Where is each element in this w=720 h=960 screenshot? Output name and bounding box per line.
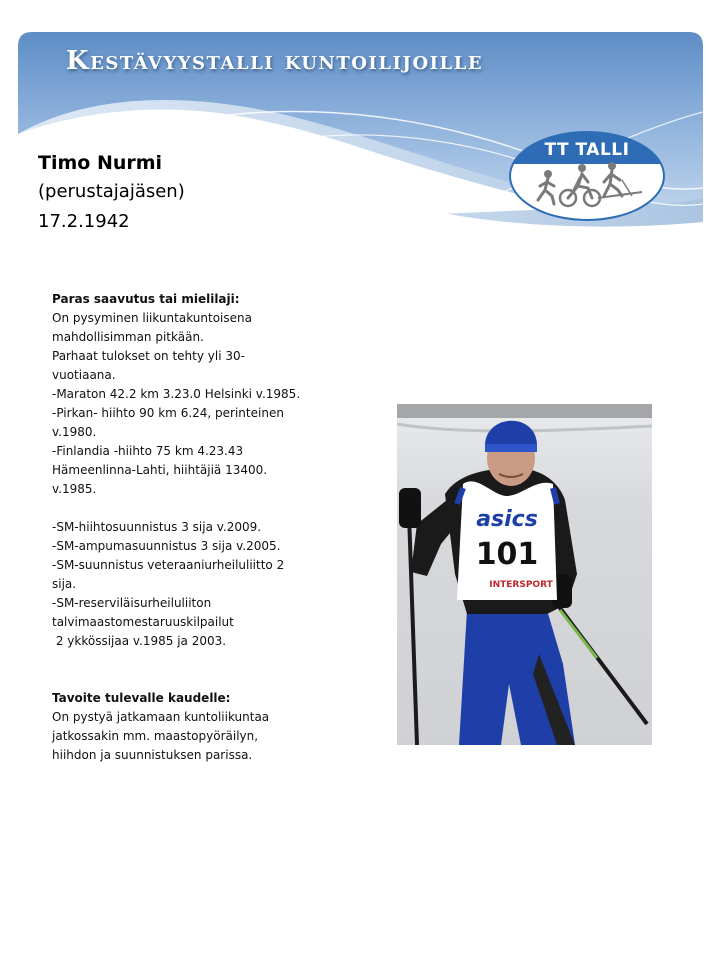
goal-heading: Tavoite tulevalle kaudelle: bbox=[52, 691, 231, 705]
page-title: Kestävyystalli kuntoilijoille bbox=[66, 46, 484, 76]
championship-line: sija. bbox=[52, 577, 77, 591]
achievement-line: v.1985. bbox=[52, 482, 97, 496]
person-birthdate: 17.2.1942 bbox=[38, 211, 130, 232]
achievement-line: -Finlandia -hiihto 75 km 4.23.43 bbox=[52, 444, 244, 458]
achievement-line: mahdollisimman pitkään. bbox=[52, 330, 204, 344]
championship-line: -SM-hiihtosuunnistus 3 sija v.2009. bbox=[52, 520, 262, 534]
profile-text bbox=[52, 290, 332, 765]
achievement-line: On pysyminen liikuntakuntoisena bbox=[52, 311, 252, 325]
spacer bbox=[52, 499, 332, 518]
bib-sponsor: INTERSPORT bbox=[489, 580, 553, 590]
achievement-line: Parhaat tulokset on tehty yli 30- bbox=[52, 349, 245, 363]
logo-text: TT TALLI bbox=[544, 140, 630, 160]
achievement-line: v.1980. bbox=[52, 425, 97, 439]
achievement-line: -Maraton 42.2 km 3.23.0 Helsinki v.1985. bbox=[52, 387, 301, 401]
person-role: (perustajajäsen) bbox=[38, 181, 185, 202]
achievement-line: Hämeenlinna-Lahti, hiihtäjiä 13400. bbox=[52, 463, 268, 477]
championship-line: talvimaastomestaruuskilpailut bbox=[52, 615, 234, 629]
tt-talli-logo bbox=[508, 130, 666, 222]
championship-line: -SM-reserviläisurheiluliiton bbox=[52, 596, 212, 610]
person-name: Timo Nurmi bbox=[38, 152, 163, 174]
goal-line: On pystyä jatkamaan kuntoliikuntaa bbox=[52, 710, 270, 724]
achievement-line: -Pirkan- hiihto 90 km 6.24, perinteinen bbox=[52, 406, 284, 420]
person-info bbox=[38, 150, 185, 237]
achievement-line: vuotiaana. bbox=[52, 368, 116, 382]
goal-line: hiihdon ja suunnistuksen parissa. bbox=[52, 748, 253, 762]
skier-photo-illustration bbox=[397, 404, 652, 745]
spacer bbox=[52, 651, 332, 689]
skier-photo bbox=[397, 404, 652, 745]
championship-line: -SM-suunnistus veteraaniurheiluliitto 2 bbox=[52, 558, 285, 572]
goal-line: jatkossakin mm. maastopyöräilyn, bbox=[52, 729, 259, 743]
bib-brand: asics bbox=[476, 507, 538, 532]
championship-line: 2 ykkössijaa v.1985 ja 2003. bbox=[52, 634, 227, 648]
championship-line: -SM-ampumasuunnistus 3 sija v.2005. bbox=[52, 539, 281, 553]
achievements-heading: Paras saavutus tai mielilaji: bbox=[52, 292, 240, 306]
bib-number: 101 bbox=[475, 537, 539, 572]
